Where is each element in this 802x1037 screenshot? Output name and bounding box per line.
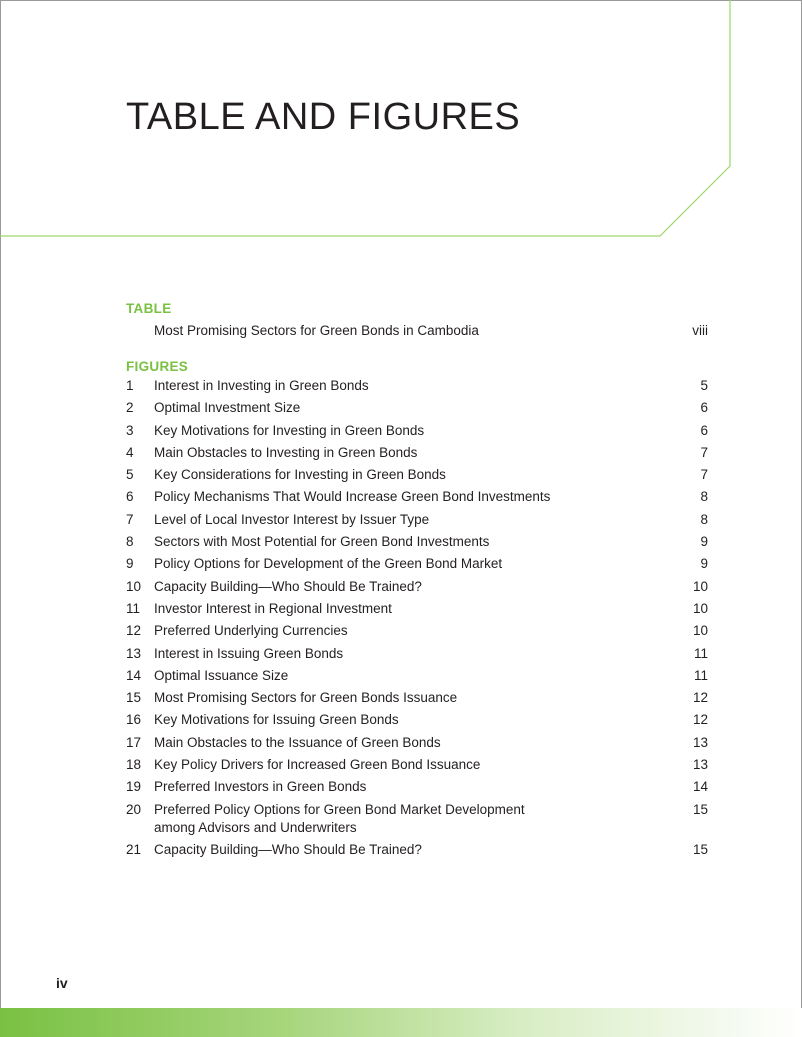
entry-page: 5: [700, 378, 708, 393]
toc-entry[interactable]: [126, 645, 708, 663]
entry-number: 10: [126, 578, 142, 594]
toc-entry[interactable]: [126, 841, 708, 859]
entry-label: [154, 756, 648, 774]
entry-page: 14: [692, 779, 708, 795]
toc-entry[interactable]: [126, 600, 708, 618]
entry-label-text: Preferred Underlying Currencies: [154, 623, 348, 639]
entry-label: [154, 734, 648, 752]
toc-entry[interactable]: [126, 377, 708, 395]
entry-label: [154, 422, 648, 440]
entry-label: [154, 778, 648, 796]
toc-entry[interactable]: [126, 578, 708, 596]
entry-label-text: Capacity Building—Who Should Be Trained?: [154, 841, 422, 857]
entry-label-text: Main Obstacles to Investing in Green Bonds: [154, 444, 418, 460]
entry-label: Most Promising Sectors for Green Bonds in Cambodia: [154, 323, 479, 338]
page-title: TABLE AND FIGURES: [126, 96, 521, 138]
entry-label-text: Optimal Issuance Size: [154, 667, 289, 683]
entry-label: [154, 645, 648, 663]
entry-page: 12: [692, 690, 708, 706]
entry-page: 7: [700, 467, 708, 483]
entry-label-text: Key Motivations for Issuing Green Bonds: [154, 712, 399, 728]
entry-label-text: Sectors with Most Potential for Green Bond Investments: [154, 534, 490, 550]
entry-label: [154, 488, 648, 506]
toc-entry[interactable]: [126, 422, 708, 440]
entry-number: 11: [126, 600, 141, 616]
entry-page: 10: [692, 600, 708, 616]
entry-page: 15: [692, 841, 708, 857]
toc-entry[interactable]: [126, 689, 708, 707]
entry-page: 6: [700, 422, 708, 438]
toc-entry[interactable]: [126, 667, 708, 685]
toc-entry[interactable]: [126, 322, 708, 340]
entry-page: 15: [692, 801, 708, 817]
entry-label-text: Preferred Policy Options for Green Bond Market Development: [154, 801, 525, 817]
entry-number: 6: [126, 489, 134, 505]
entry-number: 17: [126, 734, 142, 750]
entry-page: 10: [692, 623, 708, 639]
figures-list: [126, 377, 708, 859]
entry-number: 8: [126, 534, 134, 550]
toc-entry[interactable]: [126, 801, 708, 837]
entry-label-text: Key Considerations for Investing in Green Bonds: [154, 467, 446, 483]
entry-page: viii: [692, 323, 708, 338]
entry-label: [154, 555, 648, 573]
toc-entry[interactable]: [126, 444, 708, 462]
entry-label-text: Optimal Investment Size: [154, 400, 301, 416]
entry-label: [154, 711, 648, 729]
entry-label: [154, 801, 648, 837]
entry-number: 4: [126, 444, 134, 460]
entry-number: 14: [126, 667, 142, 683]
entry-number: 15: [126, 690, 142, 706]
entry-label-text: Capacity Building—Who Should Be Trained?: [154, 578, 422, 594]
entry-page: 11: [693, 645, 708, 661]
entry-page: 9: [700, 556, 708, 572]
entry-number: 12: [126, 623, 142, 639]
entry-number: 13: [126, 645, 142, 661]
entry-label-text: Key Policy Drivers for Increased Green Bond Issuance: [154, 757, 481, 773]
entry-label: [154, 377, 648, 395]
entry-number: 20: [126, 801, 142, 817]
toc-entry[interactable]: [126, 734, 708, 752]
entry-number: 3: [126, 422, 134, 438]
entry-label-continuation: among Advisors and Underwriters: [154, 819, 357, 835]
bottom-gradient-band: [0, 1008, 802, 1037]
entry-number: 9: [126, 556, 134, 572]
entry-label-text: Most Promising Sectors for Green Bonds Issuance: [154, 690, 458, 706]
entry-label: [154, 667, 648, 685]
entry-number: 5: [126, 467, 134, 483]
figures-section-heading: FIGURES: [126, 359, 189, 374]
entry-page: 8: [700, 511, 708, 527]
toc-entry[interactable]: [126, 533, 708, 551]
entry-label: [154, 399, 648, 417]
toc-entry[interactable]: [126, 711, 708, 729]
toc-entry[interactable]: [126, 511, 708, 529]
page-number: iv: [56, 975, 68, 991]
table-section-heading: TABLE: [126, 301, 172, 316]
toc-entry[interactable]: [126, 756, 708, 774]
entry-label: [154, 622, 648, 640]
entry-label-text: Investor Interest in Regional Investment: [154, 600, 392, 616]
entry-label-text: Level of Local Investor Interest by Issuer Type: [154, 511, 430, 527]
entry-page: 9: [700, 534, 708, 550]
entry-page: 7: [700, 444, 708, 460]
entry-label: [154, 689, 648, 707]
entry-label-text: Preferred Investors in Green Bonds: [154, 779, 367, 795]
entry-label: [154, 841, 648, 859]
entry-number: 7: [126, 511, 134, 527]
entry-page: 13: [692, 757, 708, 773]
entry-label-text: Policy Mechanisms That Would Increase Green Bond Investments: [154, 489, 551, 505]
entry-number: 1: [126, 378, 134, 393]
entry-page: 13: [692, 734, 708, 750]
entry-label: [154, 444, 648, 462]
entry-page: 12: [692, 712, 708, 728]
toc-entry[interactable]: [126, 488, 708, 506]
entry-page: 10: [692, 578, 708, 594]
entry-label: [154, 511, 648, 529]
toc-entry[interactable]: [126, 466, 708, 484]
entry-page: 8: [700, 489, 708, 505]
entry-label-text: Interest in Issuing Green Bonds: [154, 645, 344, 661]
entry-number: 18: [126, 757, 142, 773]
entry-label-text: Policy Options for Development of the Green Bond Market: [154, 556, 503, 572]
entry-number: 16: [126, 712, 142, 728]
toc-entry[interactable]: [126, 399, 708, 417]
entry-number: 19: [126, 779, 142, 795]
toc-entry[interactable]: [126, 778, 708, 796]
entry-label: [154, 466, 648, 484]
entry-label-text: Interest in Investing in Green Bonds: [154, 378, 369, 393]
toc-entry[interactable]: [126, 555, 708, 573]
table-of-contents: [126, 299, 708, 863]
entry-label-text: Key Motivations for Investing in Green Bonds: [154, 422, 425, 438]
entry-page: 11: [693, 667, 708, 683]
entry-number: 2: [126, 400, 134, 416]
entry-label-text: Main Obstacles to the Issuance of Green Bonds: [154, 734, 441, 750]
entry-number: 21: [126, 841, 142, 857]
entry-page: 6: [700, 400, 708, 416]
entry-label: [154, 578, 648, 596]
entry-label: [154, 600, 648, 618]
entry-label: [154, 533, 648, 551]
toc-entry[interactable]: [126, 622, 708, 640]
